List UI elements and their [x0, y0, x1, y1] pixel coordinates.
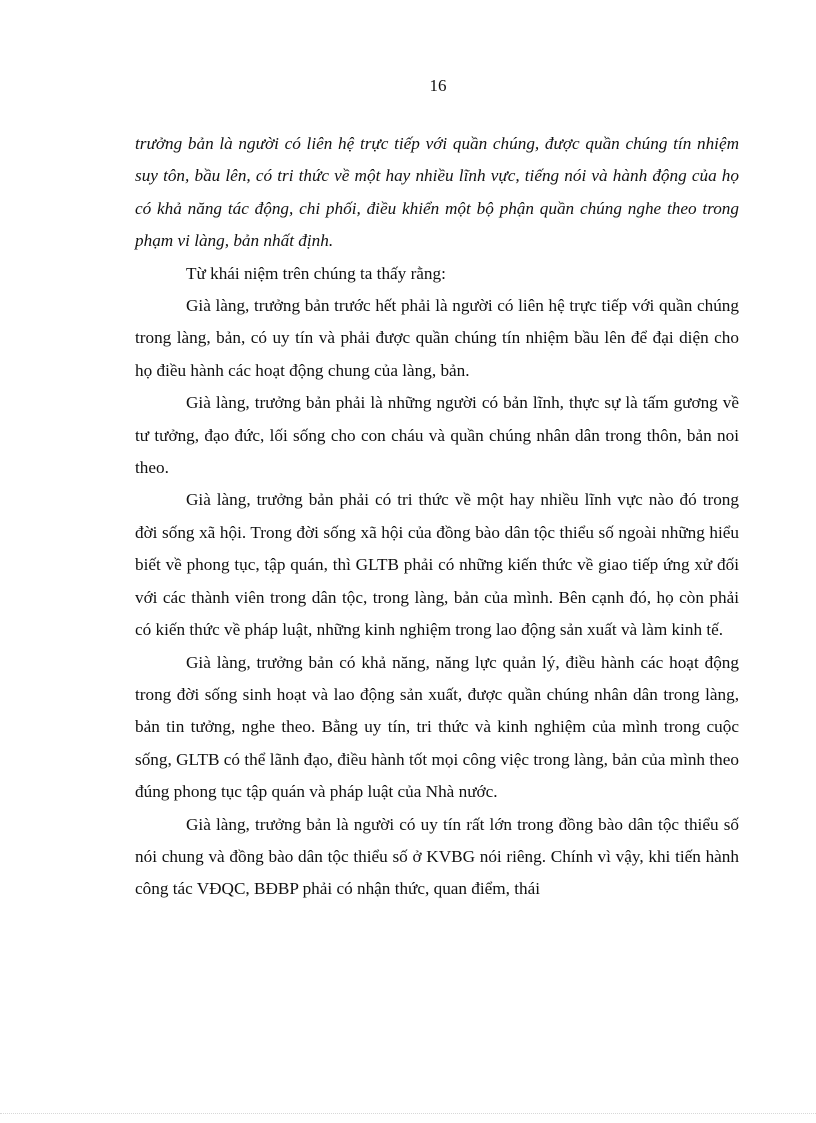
paragraph-point-5: Già làng, trưởng bản là người có uy tín rất lớn trong đồng bào dân tộc thiểu số nói chung và đồng bào dân tộc thiểu số ở KVBG nói riêng. Chính vì vậy, khi tiến hành công tác VĐQC, BĐBP phải có nhận thức, quan điểm, thái: [135, 814, 739, 899]
paragraph-definition-continued: trưởng bản là người có liên hệ trực tiếp với quần chúng, được quần chúng tín nhiệm suy tôn, bầu lên, có tri thức về một hay nhiều lĩnh vực, tiếng nói và hành động của họ có khả năng tác động, chi phối, điều khiển một bộ phận quần chúng nghe theo trong phạm vi làng, bản nhất định.: [135, 134, 739, 251]
page-bottom-divider: [0, 1113, 816, 1114]
paragraph-point-1: Già làng, trưởng bản trước hết phải là người có liên hệ trực tiếp với quần chúng trong làng, bản, có uy tín và phải được quần chúng tín nhiệm bầu lên để đại diện cho họ điều hành các hoạt động chung của làng, bản.: [135, 296, 739, 380]
paragraph-intro: Từ khái niệm trên chúng ta thấy rằng:: [186, 263, 446, 283]
body-text: [135, 128, 739, 906]
paragraph-point-4: Già làng, trưởng bản có khả năng, năng lực quản lý, điều hành các hoạt động trong đời sống sinh hoạt và lao động sản xuất, được quần chúng nhân dân trong làng, bản tin tưởng, nghe theo. Bằng uy tín, tri thức và kinh nghiệm của mình trong cuộc sống, GLTB có thể lãnh đạo, điều hành tốt mọi công việc trong làng, bản của mình theo đúng phong tục tập quán và pháp luật của Nhà nước.: [135, 652, 739, 802]
page-number: 16: [429, 76, 447, 95]
paragraph-point-3: Già làng, trưởng bản phải có tri thức về một hay nhiều lĩnh vực nào đó trong đời sống xã hội. Trong đời sống xã hội của đồng bào dân tộc thiểu số ngoài những hiểu biết về phong tục, tập quán, thì GLTB phải có những kiến thức về giao tiếp ứng xử đối với các thành viên trong dân tộc, trong làng, bản của mình. Bên cạnh đó, họ còn phải có kiến thức về pháp luật, những kinh nghiệm trong lao động sản xuất và làm kinh tế.: [135, 490, 739, 640]
paragraph-point-2: Già làng, trưởng bản phải là những người có bản lĩnh, thực sự là tấm gương về tư tưởng, đạo đức, lối sống cho con cháu và quần chúng nhân dân trong thôn, bản noi theo.: [135, 393, 739, 478]
